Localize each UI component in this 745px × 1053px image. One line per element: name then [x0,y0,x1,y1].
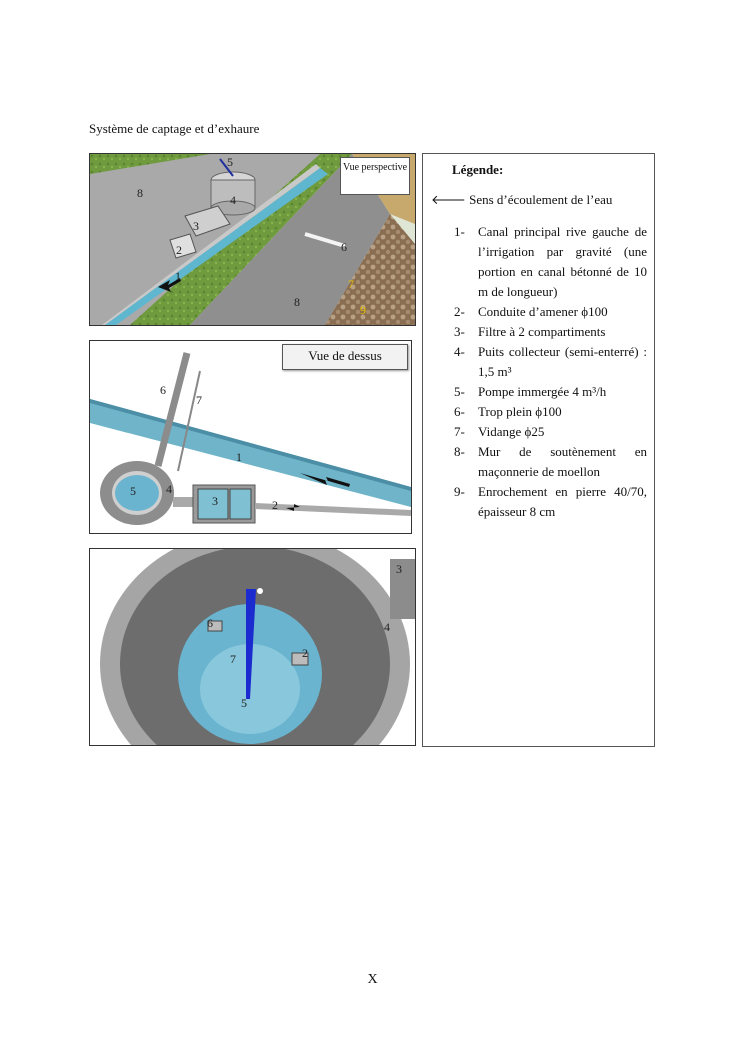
legend-item: 7- Vidange ϕ25 [454,424,545,439]
legend-item: 9- Enrochement en pierre 40/70, épaisseur 8 cm [454,484,647,519]
perspective-label-5: 5 [227,155,233,169]
flow-direction-text: Sens d’écoulement de l’eau [469,192,613,207]
perspective-label-4: 4 [230,193,236,207]
legend-item: 4- Puits collecteur (semi-enterré) : 1,5 m³ [454,344,647,379]
well-label-2: 2 [302,646,308,660]
flow-direction-note [431,192,612,208]
top-label-7: 7 [196,393,202,407]
legend-item: 1- Canal principal rive gauche de l’irrigation par gravité (une portion en canal bétonné de 10 m de longueur) [454,224,647,299]
well-label-3: 3 [396,562,402,576]
perspective-label-7: 7 [348,277,354,291]
top-view-figure [89,340,412,534]
legend-list [431,222,647,522]
legend-item: 3- Filtre à 2 compartiments [454,324,606,339]
top-view-label: Vue de dessus [282,344,408,370]
top-label-2: 2 [272,498,278,512]
legend-item: 8- Mur de soutènement en maçonnerie de moellon [454,444,647,479]
top-label-4: 4 [166,482,172,496]
well-label-4: 4 [384,620,390,634]
page-title: Système de captage et d’exhaure [89,121,260,136]
left-arrow-icon: 🡐 [431,192,466,207]
perspective-view-label: Vue perspective [340,157,410,195]
perspective-label-8b: 8 [294,295,300,309]
top-label-5: 5 [130,484,136,498]
legend-item: 2- Conduite d’amener ϕ100 [454,304,608,319]
perspective-label-3: 3 [193,219,199,233]
legend-heading: Légende: [452,162,504,177]
perspective-label-2: 2 [176,243,182,257]
top-label-6: 6 [160,383,166,397]
top-label-3: 3 [212,494,218,508]
legend-item: 5- Pompe immergée 4 m³/h [454,384,607,399]
well-label-6: 6 [207,616,213,630]
perspective-label-1: 1 [175,269,181,283]
well-label-5: 5 [241,696,247,710]
page-footer: X [367,972,378,987]
legend-panel [422,153,655,747]
perspective-label-6: 6 [341,240,347,254]
perspective-label-8a: 8 [137,186,143,200]
perspective-view-figure [89,153,416,326]
legend-item: 6- Trop plein ϕ100 [454,404,562,419]
well-label-7: 7 [230,652,236,666]
perspective-label-9: 9 [360,303,366,317]
top-label-1: 1 [236,450,242,464]
well-interior-figure [89,548,416,746]
